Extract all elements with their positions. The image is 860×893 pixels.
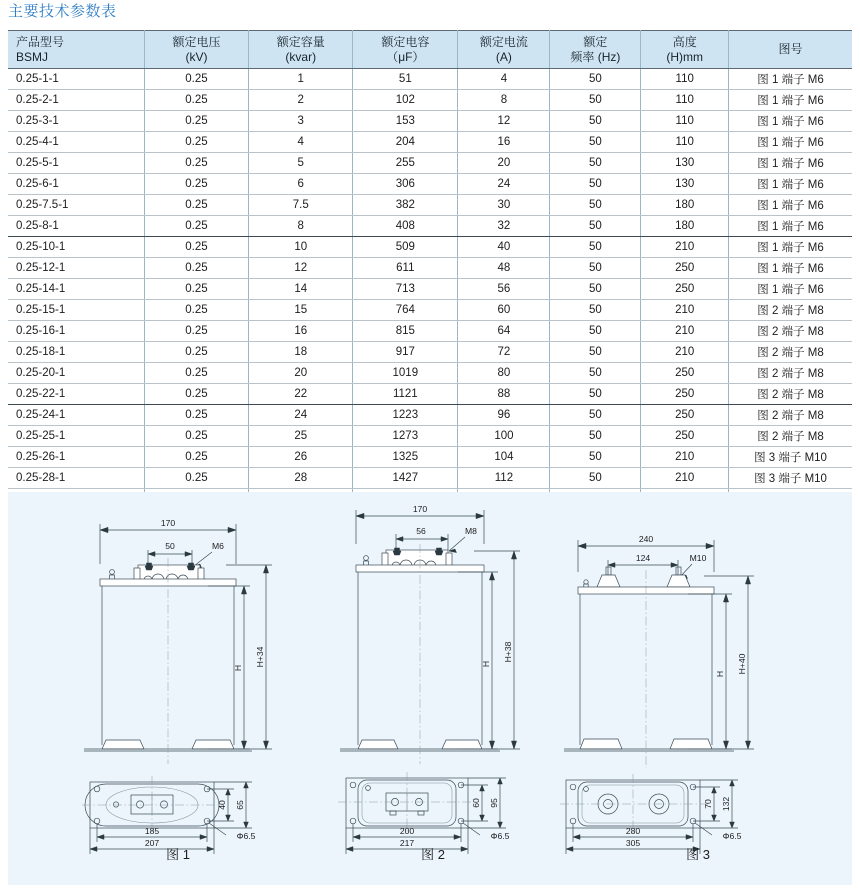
- cell-figure: 图 2 端子 M8: [729, 342, 852, 363]
- cell-height: 250: [641, 426, 729, 447]
- table-row: [8, 132, 852, 153]
- cell-voltage: 0.25: [144, 384, 249, 405]
- cell-voltage: 0.25: [144, 279, 249, 300]
- cell-voltage: 0.25: [144, 153, 249, 174]
- fig3-terminal-spacing-dim: 124: [635, 553, 651, 563]
- table-body: [8, 69, 852, 510]
- fig2-overall-width-dim: 95: [489, 798, 499, 808]
- cell-current: 12: [458, 111, 550, 132]
- cell-voltage: 0.25: [144, 426, 249, 447]
- cell-model: 0.25-12-1: [8, 258, 144, 279]
- figure-3: [558, 492, 838, 885]
- cell-capacitance: 51: [353, 69, 458, 90]
- cell-capacitance: 204: [353, 132, 458, 153]
- cell-model: 0.25-4-1: [8, 132, 144, 153]
- cell-frequency: 50: [550, 300, 641, 321]
- cell-frequency: 50: [550, 342, 641, 363]
- cell-current: 64: [458, 321, 550, 342]
- cell-model: 0.25-16-1: [8, 321, 144, 342]
- cell-voltage: 0.25: [144, 342, 249, 363]
- cell-voltage: 0.25: [144, 405, 249, 426]
- fig3-width-dim: 240: [638, 534, 654, 544]
- fig1-overall-length-dim: 207: [144, 838, 160, 848]
- col-header-voltage-line1: 额定电压: [172, 34, 221, 49]
- fig3-hole-dim: Φ6.5: [722, 831, 742, 841]
- cell-frequency: 50: [550, 174, 641, 195]
- col-header-model: [8, 31, 144, 69]
- fig1-width-dim: 170: [160, 518, 176, 528]
- cell-capacitance: 382: [353, 195, 458, 216]
- cell-frequency: 50: [550, 195, 641, 216]
- cell-capacity: 5: [249, 153, 353, 174]
- figure-2: [308, 492, 558, 885]
- fig2-terminal-spacing-dim: 56: [416, 526, 426, 536]
- cell-voltage: 0.25: [144, 195, 249, 216]
- cell-figure: 图 2 端子 M8: [729, 321, 852, 342]
- cell-figure: 图 1 端子 M6: [729, 216, 852, 237]
- cell-current: 32: [458, 216, 550, 237]
- diagram-panel: [8, 492, 852, 885]
- figure-1-caption: 图 1: [166, 847, 190, 862]
- cell-height: 250: [641, 279, 729, 300]
- cell-height: 130: [641, 153, 729, 174]
- cell-figure: 图 1 端子 M6: [729, 237, 852, 258]
- cell-capacity: 24: [249, 405, 353, 426]
- cell-figure: 图 1 端子 M6: [729, 258, 852, 279]
- cell-capacity: 22: [249, 384, 353, 405]
- cell-frequency: 50: [550, 111, 641, 132]
- cell-capacity: 16: [249, 321, 353, 342]
- col-header-capacity: [249, 31, 353, 69]
- fig3-mount-length-dim: 280: [625, 826, 641, 836]
- col-header-frequency-line2: 频率 (Hz): [570, 49, 621, 64]
- col-header-current: [458, 31, 550, 69]
- header-row: [8, 31, 852, 69]
- cell-height: 210: [641, 300, 729, 321]
- cell-capacitance: 917: [353, 342, 458, 363]
- cell-voltage: 0.25: [144, 258, 249, 279]
- col-header-capacitance-line2: （μF）: [386, 49, 425, 64]
- page-title: 主要技术参数表: [8, 3, 117, 20]
- cell-height: 180: [641, 216, 729, 237]
- cell-voltage: 0.25: [144, 174, 249, 195]
- cell-current: 72: [458, 342, 550, 363]
- cell-model: 0.25-1-1: [8, 69, 144, 90]
- cell-figure: 图 2 端子 M8: [729, 405, 852, 426]
- cell-frequency: 50: [550, 90, 641, 111]
- col-header-frequency: [550, 31, 641, 69]
- table-row: [8, 195, 852, 216]
- fig1-overall-width-dim: 65: [235, 800, 245, 810]
- fig2-thread-label: M8: [465, 526, 477, 536]
- col-header-model-line2: BSMJ: [16, 49, 49, 64]
- col-header-capacity-line2: (kvar): [285, 49, 317, 64]
- cell-model: 0.25-8-1: [8, 216, 144, 237]
- cell-capacity: 15: [249, 300, 353, 321]
- cell-figure: 图 2 端子 M8: [729, 426, 852, 447]
- cell-frequency: 50: [550, 405, 641, 426]
- col-header-current-line2: (A): [495, 49, 512, 64]
- cell-current: 20: [458, 153, 550, 174]
- cell-voltage: 0.25: [144, 468, 249, 489]
- cell-capacitance: 102: [353, 90, 458, 111]
- cell-frequency: 50: [550, 216, 641, 237]
- cell-capacitance: 509: [353, 237, 458, 258]
- cell-voltage: 0.25: [144, 69, 249, 90]
- cell-figure: 图 1 端子 M6: [729, 153, 852, 174]
- cell-model: 0.25-6-1: [8, 174, 144, 195]
- table-row: [8, 216, 852, 237]
- figure-2-drawing: [308, 492, 558, 862]
- cell-frequency: 50: [550, 279, 641, 300]
- cell-figure: 图 3 端子 M10: [729, 468, 852, 489]
- cell-voltage: 0.25: [144, 132, 249, 153]
- cell-model: 0.25-26-1: [8, 447, 144, 468]
- cell-height: 130: [641, 174, 729, 195]
- figure-1: [48, 492, 308, 885]
- figure-3-caption: 图 3: [686, 847, 710, 862]
- cell-voltage: 0.25: [144, 90, 249, 111]
- table-row: [8, 405, 852, 426]
- col-header-current-line1: 额定电流: [479, 34, 528, 49]
- cell-height: 110: [641, 132, 729, 153]
- fig2-hole-dim: Φ6.5: [490, 831, 510, 841]
- fig2-mount-length-dim: 200: [399, 826, 415, 836]
- fig1-height-total-dim: H+34: [255, 646, 265, 668]
- cell-figure: 图 1 端子 M6: [729, 132, 852, 153]
- cell-voltage: 0.25: [144, 237, 249, 258]
- col-header-capacitance: [353, 31, 458, 69]
- cell-figure: 图 1 端子 M6: [729, 69, 852, 90]
- fig2-overall-length-dim: 217: [399, 838, 415, 848]
- cell-figure: 图 2 端子 M8: [729, 384, 852, 405]
- cell-capacity: 26: [249, 447, 353, 468]
- table-row: [8, 237, 852, 258]
- col-header-voltage-line2: (kV): [185, 49, 208, 64]
- cell-current: 48: [458, 258, 550, 279]
- table-row: [8, 90, 852, 111]
- col-header-height: [641, 31, 729, 69]
- fig3-overall-length-dim: 305: [625, 838, 641, 848]
- cell-current: 30: [458, 195, 550, 216]
- cell-height: 110: [641, 69, 729, 90]
- table-row: [8, 111, 852, 132]
- cell-frequency: 50: [550, 258, 641, 279]
- fig3-mount-width-dim: 70: [703, 799, 713, 809]
- cell-figure: 图 2 端子 M8: [729, 363, 852, 384]
- cell-frequency: 50: [550, 132, 641, 153]
- fig3-height-body-dim: H: [715, 670, 725, 678]
- cell-voltage: 0.25: [144, 300, 249, 321]
- cell-current: 60: [458, 300, 550, 321]
- cell-current: 8: [458, 90, 550, 111]
- table-row: [8, 258, 852, 279]
- cell-height: 110: [641, 90, 729, 111]
- cell-height: 180: [641, 195, 729, 216]
- cell-capacity: 6: [249, 174, 353, 195]
- cell-frequency: 50: [550, 69, 641, 90]
- cell-capacitance: 1223: [353, 405, 458, 426]
- cell-capacity: 18: [249, 342, 353, 363]
- cell-model: 0.25-20-1: [8, 363, 144, 384]
- cell-capacitance: 1427: [353, 468, 458, 489]
- cell-model: 0.25-22-1: [8, 384, 144, 405]
- cell-frequency: 50: [550, 447, 641, 468]
- cell-capacity: 20: [249, 363, 353, 384]
- fig2-height-body-dim: H: [481, 660, 491, 668]
- cell-current: 56: [458, 279, 550, 300]
- table-row: [8, 447, 852, 468]
- table-row: [8, 426, 852, 447]
- cell-voltage: 0.25: [144, 447, 249, 468]
- cell-current: 16: [458, 132, 550, 153]
- cell-capacitance: 1121: [353, 384, 458, 405]
- cell-current: 88: [458, 384, 550, 405]
- table-row: [8, 384, 852, 405]
- cell-figure: 图 3 端子 M10: [729, 447, 852, 468]
- fig3-thread-label: M10: [689, 553, 707, 563]
- cell-model: 0.25-3-1: [8, 111, 144, 132]
- col-header-capacity-line1: 额定容量: [276, 34, 325, 49]
- fig3-height-total-dim: H+40: [737, 653, 747, 675]
- cell-capacity: 14: [249, 279, 353, 300]
- figure-1-drawing: [48, 492, 308, 862]
- cell-voltage: 0.25: [144, 216, 249, 237]
- col-header-model-line1: 产品型号: [16, 34, 65, 49]
- cell-capacitance: 815: [353, 321, 458, 342]
- cell-capacity: 4: [249, 132, 353, 153]
- col-header-figure: [729, 31, 852, 69]
- cell-current: 40: [458, 237, 550, 258]
- cell-height: 250: [641, 258, 729, 279]
- cell-height: 110: [641, 111, 729, 132]
- cell-capacity: 25: [249, 426, 353, 447]
- cell-capacitance: 255: [353, 153, 458, 174]
- cell-capacity: 12: [249, 258, 353, 279]
- cell-model: 0.25-10-1: [8, 237, 144, 258]
- fig1-height-body-dim: H: [233, 664, 243, 672]
- cell-figure: 图 1 端子 M6: [729, 174, 852, 195]
- cell-figure: 图 1 端子 M6: [729, 195, 852, 216]
- fig1-mount-width-dim: 40: [217, 800, 227, 810]
- cell-model: 0.25-5-1: [8, 153, 144, 174]
- cell-voltage: 0.25: [144, 363, 249, 384]
- cell-frequency: 50: [550, 321, 641, 342]
- cell-height: 210: [641, 468, 729, 489]
- col-header-height-line1: 高度: [672, 34, 697, 49]
- cell-model: 0.25-28-1: [8, 468, 144, 489]
- table-header: [8, 31, 852, 69]
- cell-capacitance: 153: [353, 111, 458, 132]
- cell-frequency: 50: [550, 384, 641, 405]
- cell-capacity: 3: [249, 111, 353, 132]
- cell-capacity: 28: [249, 468, 353, 489]
- table-row: [8, 468, 852, 489]
- fig1-hole-dim: Φ6.5: [236, 831, 256, 841]
- spec-table: [8, 30, 852, 510]
- cell-capacitance: 1019: [353, 363, 458, 384]
- cell-model: 0.25-15-1: [8, 300, 144, 321]
- cell-capacitance: 611: [353, 258, 458, 279]
- col-header-frequency-line1: 额定: [583, 34, 608, 49]
- cell-capacitance: 713: [353, 279, 458, 300]
- fig3-overall-width-dim: 132: [721, 796, 731, 812]
- cell-capacity: 10: [249, 237, 353, 258]
- cell-capacity: 7.5: [249, 195, 353, 216]
- fig2-height-total-dim: H+38: [503, 641, 513, 663]
- cell-model: 0.25-25-1: [8, 426, 144, 447]
- table-row: [8, 342, 852, 363]
- cell-height: 210: [641, 237, 729, 258]
- cell-model: 0.25-7.5-1: [8, 195, 144, 216]
- cell-figure: 图 1 端子 M6: [729, 279, 852, 300]
- cell-current: 24: [458, 174, 550, 195]
- table-row: [8, 69, 852, 90]
- cell-capacitance: 764: [353, 300, 458, 321]
- cell-height: 250: [641, 384, 729, 405]
- cell-model: 0.25-24-1: [8, 405, 144, 426]
- cell-height: 250: [641, 363, 729, 384]
- spec-table-container: [8, 30, 852, 510]
- cell-capacitance: 408: [353, 216, 458, 237]
- cell-frequency: 50: [550, 426, 641, 447]
- cell-voltage: 0.25: [144, 111, 249, 132]
- cell-frequency: 50: [550, 468, 641, 489]
- cell-capacitance: 306: [353, 174, 458, 195]
- table-row: [8, 153, 852, 174]
- fig1-terminal-spacing-dim: 50: [165, 541, 175, 551]
- cell-model: 0.25-18-1: [8, 342, 144, 363]
- col-header-figure-line1: 图号: [778, 42, 803, 56]
- col-header-capacitance-line1: 额定电容: [381, 34, 430, 49]
- cell-frequency: 50: [550, 153, 641, 174]
- col-header-voltage: [144, 31, 249, 69]
- cell-current: 80: [458, 363, 550, 384]
- cell-height: 250: [641, 405, 729, 426]
- col-header-height-line2: (H)mm: [666, 49, 704, 64]
- cell-capacity: 2: [249, 90, 353, 111]
- cell-current: 96: [458, 405, 550, 426]
- cell-figure: 图 2 端子 M8: [729, 300, 852, 321]
- cell-frequency: 50: [550, 363, 641, 384]
- cell-frequency: 50: [550, 237, 641, 258]
- fig2-width-dim: 170: [412, 504, 428, 514]
- fig1-thread-label: M6: [212, 541, 224, 551]
- cell-model: 0.25-14-1: [8, 279, 144, 300]
- cell-current: 100: [458, 426, 550, 447]
- table-row: [8, 300, 852, 321]
- cell-current: 4: [458, 69, 550, 90]
- table-row: [8, 363, 852, 384]
- figure-2-caption: 图 2: [421, 847, 445, 862]
- cell-height: 210: [641, 447, 729, 468]
- cell-figure: 图 1 端子 M6: [729, 111, 852, 132]
- cell-voltage: 0.25: [144, 321, 249, 342]
- cell-current: 104: [458, 447, 550, 468]
- fig1-mount-length-dim: 185: [144, 826, 160, 836]
- cell-height: 210: [641, 321, 729, 342]
- cell-capacity: 8: [249, 216, 353, 237]
- cell-capacitance: 1273: [353, 426, 458, 447]
- cell-model: 0.25-2-1: [8, 90, 144, 111]
- fig2-mount-width-dim: 60: [471, 798, 481, 808]
- cell-current: 112: [458, 468, 550, 489]
- table-row: [8, 279, 852, 300]
- cell-figure: 图 1 端子 M6: [729, 90, 852, 111]
- table-row: [8, 174, 852, 195]
- cell-capacitance: 1325: [353, 447, 458, 468]
- cell-height: 210: [641, 342, 729, 363]
- table-row: [8, 321, 852, 342]
- figure-3-drawing: [558, 492, 838, 862]
- cell-capacity: 1: [249, 69, 353, 90]
